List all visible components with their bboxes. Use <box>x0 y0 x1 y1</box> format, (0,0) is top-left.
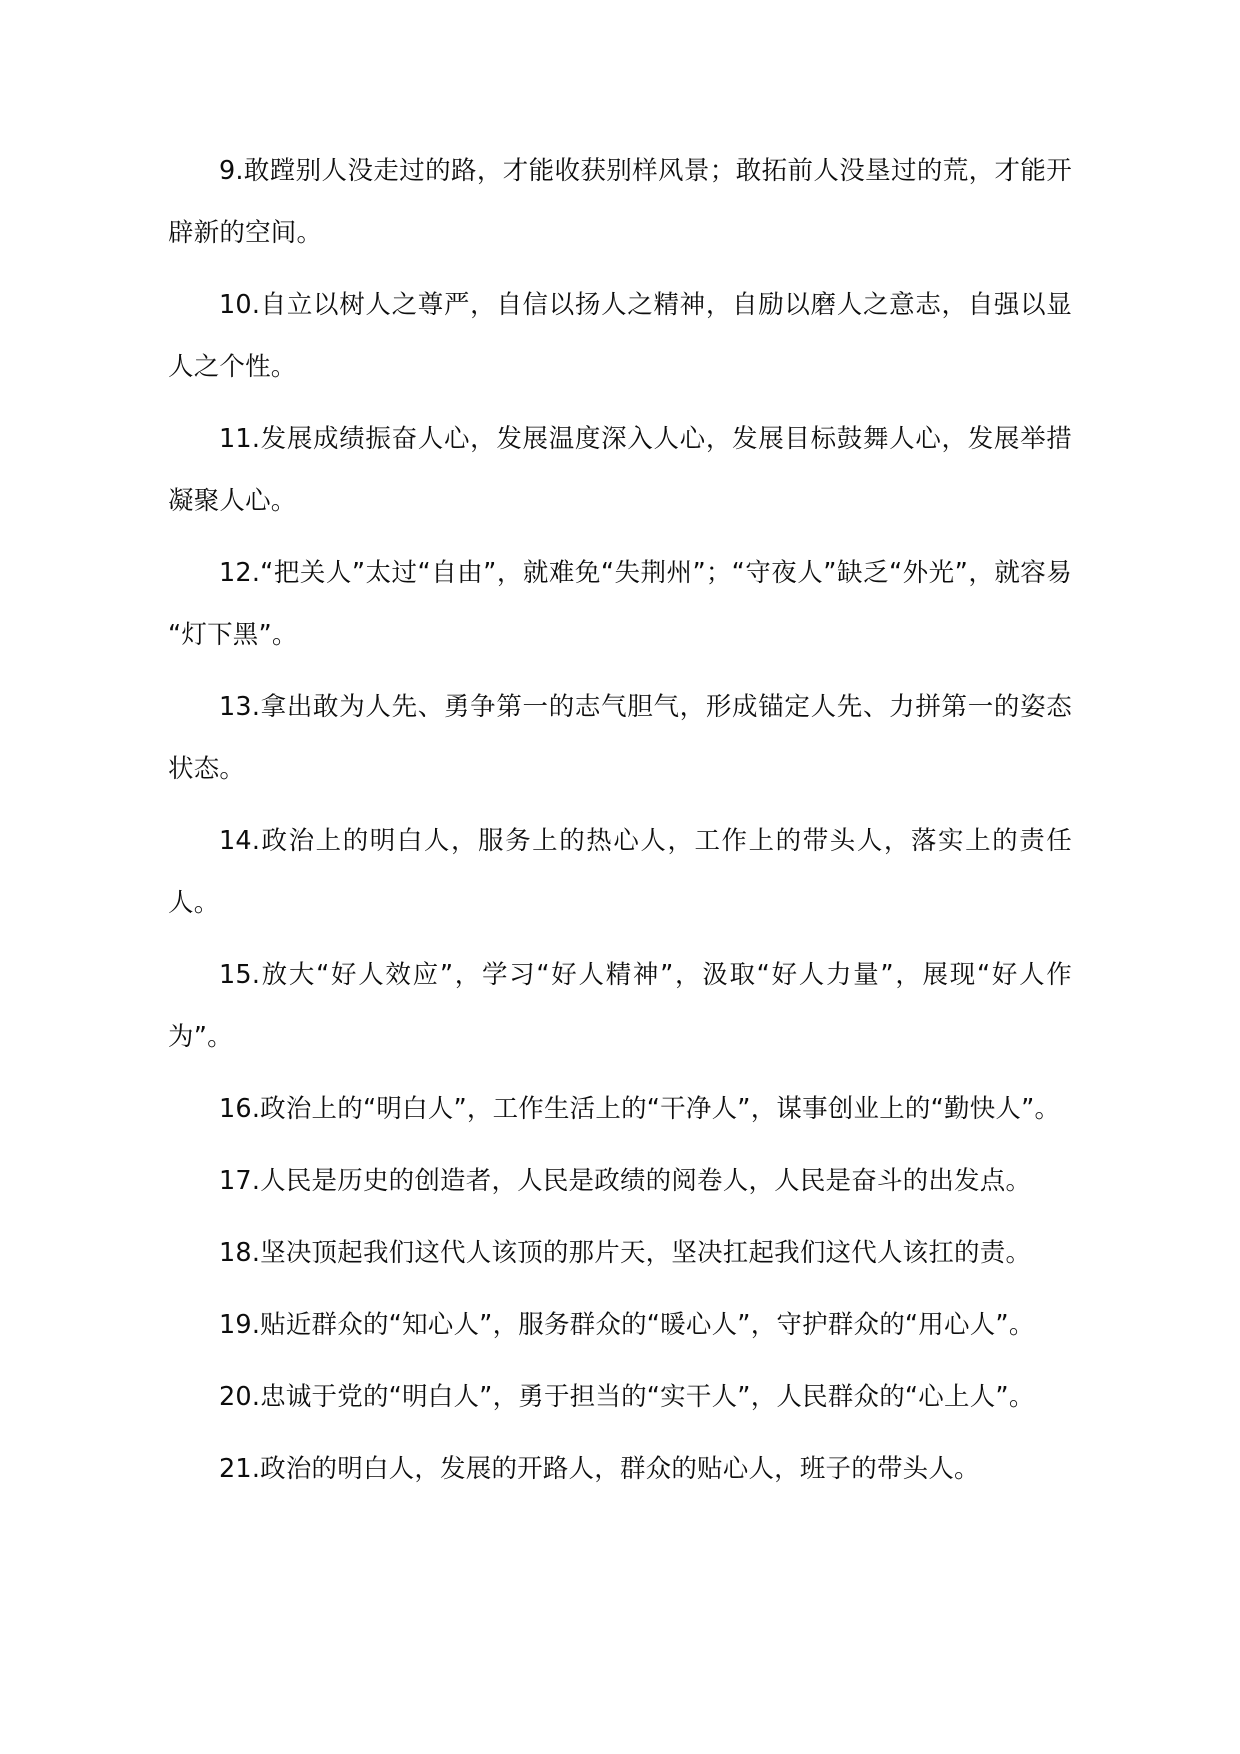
document-body <box>168 140 1072 1500</box>
paragraph: 11.发展成绩振奋人心，发展温度深入人心，发展目标鼓舞人心，发展举措凝聚人心。 <box>168 424 1072 516</box>
paragraph: 10.自立以树人之尊严，自信以扬人之精神，自励以磨人之意志，自强以显人之个性。 <box>168 290 1072 382</box>
paragraph: 15.放大“好人效应”，学习“好人精神”，汲取“好人力量”，展现“好人作为”。 <box>168 960 1072 1052</box>
paragraph: 17.人民是历史的创造者，人民是政绩的阅卷人，人民是奋斗的出发点。 <box>219 1166 1032 1196</box>
paragraph: 21.政治的明白人，发展的开路人，群众的贴心人，班子的带头人。 <box>219 1454 980 1484</box>
paragraph: 9.敢蹚别人没走过的路，才能收获别样风景；敢拓前人没垦过的荒，才能开辟新的空间。 <box>168 156 1072 248</box>
paragraph: 14.政治上的明白人，服务上的热心人，工作上的带头人，落实上的责任人。 <box>168 826 1072 918</box>
paragraph: 13.拿出敢为人先、勇争第一的志气胆气，形成锚定人先、力拼第一的姿态状态。 <box>168 692 1072 784</box>
paragraph: 20.忠诚于党的“明白人”，勇于担当的“实干人”，人民群众的“心上人”。 <box>219 1382 1035 1412</box>
paragraph: 19.贴近群众的“知心人”，服务群众的“暖心人”，守护群众的“用心人”。 <box>219 1310 1035 1340</box>
paragraph: 18.坚决顶起我们这代人该顶的那片天，坚决扛起我们这代人该扛的责。 <box>219 1238 1032 1268</box>
paragraph: 12.“把关人”太过“自由”，就难免“失荆州”；“守夜人”缺乏“外光”，就容易“灯下黑”。 <box>168 558 1072 650</box>
paragraph: 16.政治上的“明白人”，工作生活上的“干净人”，谋事创业上的“勤快人”。 <box>219 1094 1061 1124</box>
